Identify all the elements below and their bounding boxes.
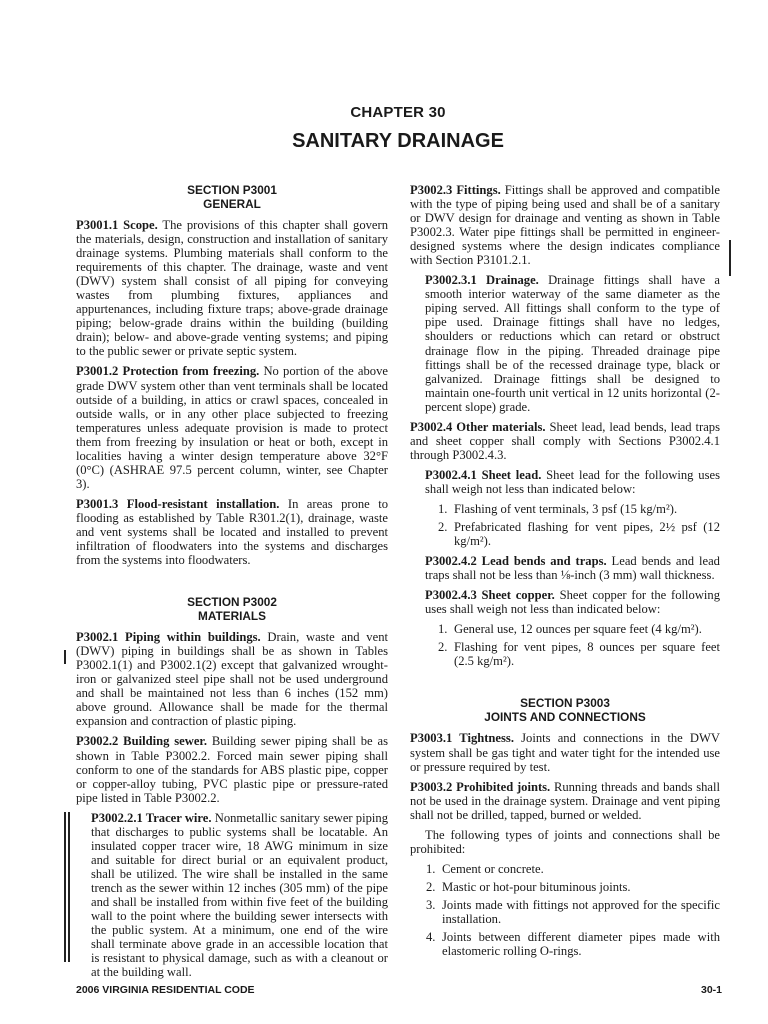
list-item: 2. Prefabricated flashing for vent pipes, 2½ psf (12 kg/m²). bbox=[438, 520, 720, 549]
list-item: 1. General use, 12 ounces per square feet (4 kg/m²). bbox=[438, 622, 702, 637]
page-number: 30-1 bbox=[700, 984, 722, 996]
list-item: 1. Cement or concrete. bbox=[426, 861, 544, 876]
section-heading: SECTION P3001 GENERAL bbox=[187, 183, 277, 211]
change-bar bbox=[64, 812, 66, 962]
paragraph: P3003.2 Prohibited joints. Running threads and bands shall not be used in the drainage system. Drainage and vent piping shall not be drilled, tapped, burned or welded. bbox=[410, 779, 721, 822]
paragraph: P3001.2 Protection from freezing. No portion of the above grade DWV system other than vent terminals shall be located outside of a building, in attics or crawl spaces, concealed in outside walls, or in any other place subjected to freezing temperatures unless adequate provision is made to protect them from freezing by insulation or heat or both, except in localities having a winter design temperature above 32°F (0°C) (ASHRAE 97.5 percent column, winter, see Chapter 3). bbox=[76, 364, 388, 491]
chapter-number: CHAPTER 30 bbox=[350, 104, 446, 121]
change-bar bbox=[64, 650, 66, 664]
paragraph: P3002.4 Other materials. Sheet lead, lead bends, lead traps and sheet copper shall comply with Sections P3002.4.1 through P3002.4.3. bbox=[410, 419, 720, 462]
chapter-title: SANITARY DRAINAGE bbox=[292, 130, 504, 152]
right-column bbox=[410, 183, 720, 964]
list-item: 3. Joints made with fittings not approved for the specific installation. bbox=[426, 897, 720, 926]
change-bar bbox=[68, 812, 70, 962]
paragraph: P3002.4.2 Lead bends and traps. Lead bends and lead traps shall not be less than ⅛-inch (3 mm) wall thickness. bbox=[425, 554, 720, 583]
list-item: 4. Joints between different diameter pipes made with elastomeric rolling O-rings. bbox=[426, 930, 720, 959]
paragraph: P3002.2.1 Tracer wire. Nonmetallic sanitary sewer piping that discharges to public systems shall be locatable. An insulated copper tracer wire, 18 AWG minimum in size and suitable for direct burial or an equivalent product, shall be utilized. The wire shall be installed in the same trench as the sewer within 12 inches (305 mm) of the pipe and shall be installed from within five feet of the building wall to the point where the building sewer intersects with the public system. At a minimum, one end of the wire shall terminate above grade in an accessible location that is resistant to physical damage, such as with a cleanout or at the building wall. bbox=[91, 810, 388, 980]
paragraph: The following types of joints and connections shall be prohibited: bbox=[410, 827, 720, 856]
section-heading: SECTION P3002 MATERIALS bbox=[187, 595, 277, 624]
numbered-list bbox=[410, 502, 720, 548]
left-column bbox=[76, 183, 388, 985]
footer-code-title: 2006 VIRGINIA RESIDENTIAL CODE bbox=[76, 984, 255, 996]
paragraph: P3001.3 Flood-resistant installation. In areas prone to flooding as established by Table R301.2(1), drainage, waste and vent systems shall be located and installed to prevent infiltration of floodwaters into the systems and discharges from the systems into floodwaters. bbox=[76, 496, 388, 568]
list-item: 2. Mastic or hot-pour bituminous joints. bbox=[426, 879, 631, 894]
paragraph: P3001.1 Scope. The provisions of this chapter shall govern the materials, design, construction and installation of sanitary drainage systems. Plumbing materials shall conform to the requirements of this chapter. The drainage, waste and vent (DWV) system shall consist of all piping for conveying wastes from plumbing fixtures, appliances and appurtenances, including fixture traps; above-grade drainage piping; below-grade drains within the building (building drain); below- and above-grade venting systems; and piping to the public sewer or private septic system. bbox=[76, 218, 388, 359]
paragraph: P3002.4.3 Sheet copper. Sheet copper for the following uses shall weigh not less than indicated below: bbox=[425, 588, 721, 617]
paragraph: P3002.3.1 Drainage. Drainage fittings shall have a smooth interior waterway of the same diameter as the piping served. All fittings shall conform to the type of pipe used. Drainage fittings shall have no ledges, shoulders or reductions which can retard or obstruct drainage flow in the piping. Threaded drainage pipe fittings shall be of the recessed drainage type, black or galvanized. Drainage fittings shall be designed to maintain one-fourth unit vertical in 12 units horizontal (2-percent slope) grade. bbox=[425, 273, 720, 414]
section-heading: SECTION P3003 JOINTS AND CONNECTIONS bbox=[484, 696, 646, 725]
numbered-list bbox=[410, 622, 720, 668]
paragraph: P3002.4.1 Sheet lead. Sheet lead for the following uses shall weigh not less than indicated below: bbox=[425, 467, 720, 496]
paragraph: P3002.2 Building sewer. Building sewer piping shall be as shown in Table P3002.2. Forced main sewer piping shall conform to one of the standards for ABS plastic pipe, copper or copper-alloy tubing, PVC plastic pipe or pressure-rated pipe listed in Table P3002.2. bbox=[76, 734, 388, 805]
paragraph: P3002.1 Piping within buildings. Drain, waste and vent (DWV) piping in buildings shall be as shown in Tables P3002.1(1) and P3002.1(2) except that galvanized wrought-iron or galvanized steel pipe shall not be used underground and shall be maintained not less than 6 inches (152 mm) above ground. Allowance shall be made for the thermal expansion and contraction of plastic piping. bbox=[76, 630, 388, 729]
change-bar bbox=[729, 240, 731, 276]
paragraph: P3003.1 Tightness. Joints and connections in the DWV system shall be gas tight and water tight for the intended use or pressure required by test. bbox=[410, 731, 720, 774]
numbered-list bbox=[410, 862, 720, 958]
paragraph: P3002.3 Fittings. Fittings shall be approved and compatible with the type of piping being used and shall be of a sanitary or DWV design for drainage and venting as shown in Table P3002.3. Water pipe fittings shall be permitted in engineer-designed systems where the design indicates compliance with Section P3101.2.1. bbox=[410, 183, 720, 268]
list-item: 2. Flashing for vent pipes, 8 ounces per square feet (2.5 kg/m²). bbox=[438, 640, 720, 669]
list-item: 1. Flashing of vent terminals, 3 psf (15 kg/m²). bbox=[438, 501, 678, 516]
